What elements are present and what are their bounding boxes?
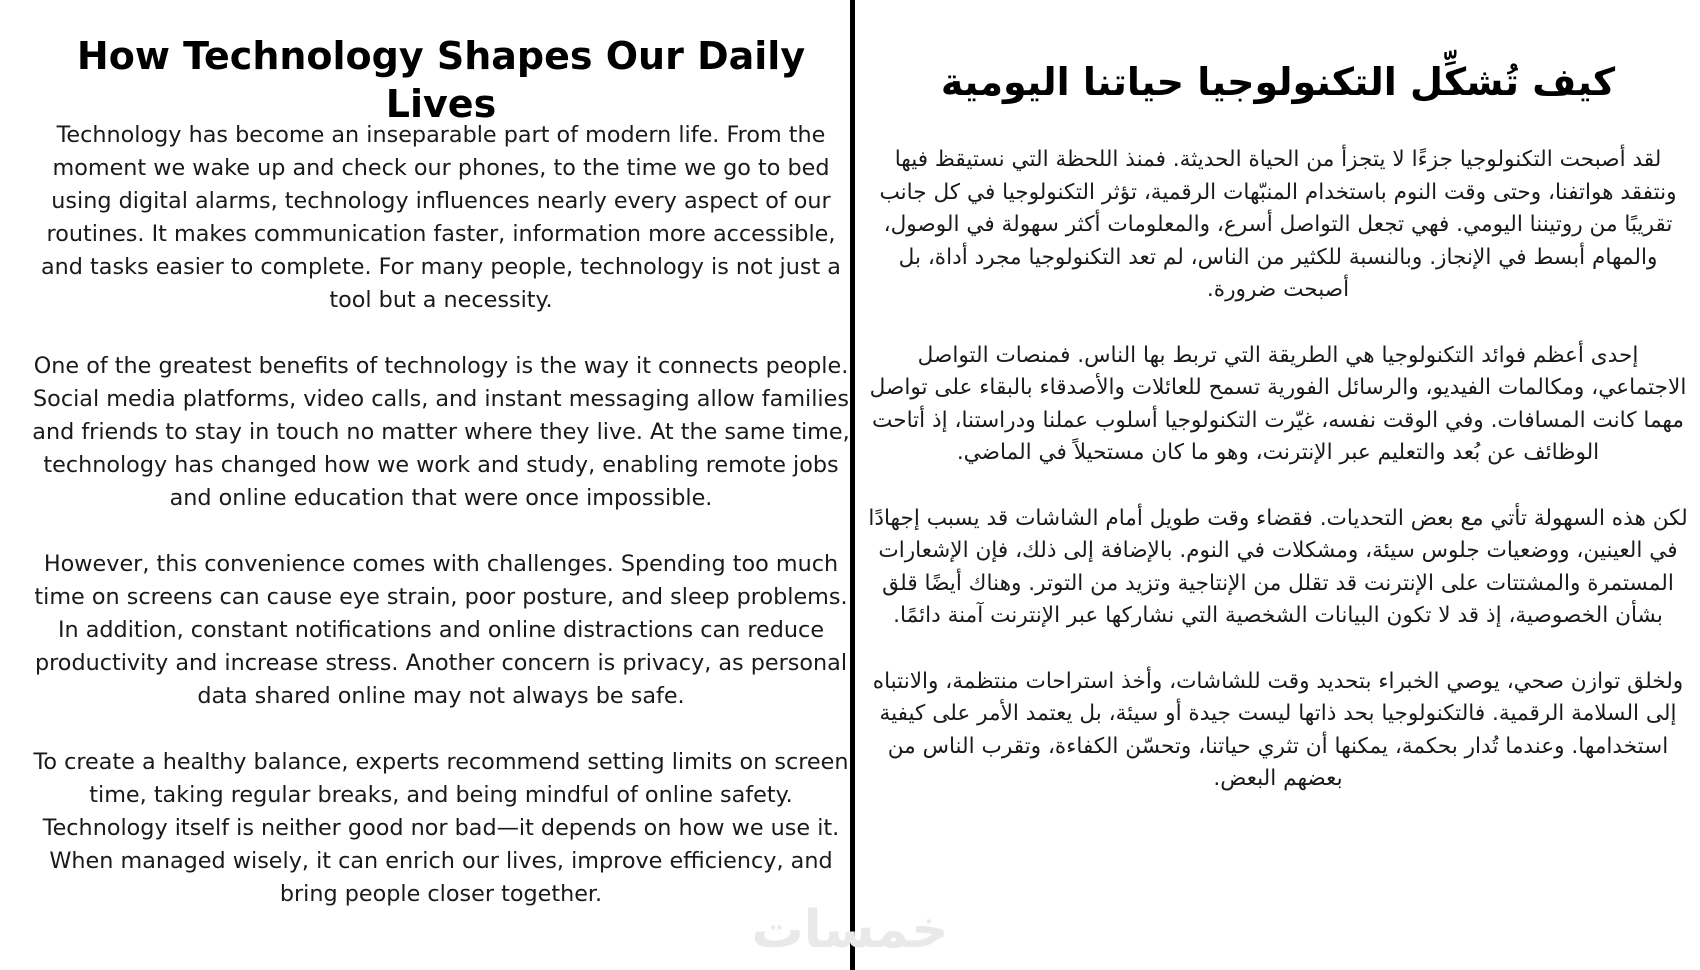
column-divider — [850, 0, 855, 970]
arabic-column — [868, 0, 1688, 970]
arabic-paragraph-2: إحدى أعظم فوائد التكنولوجيا هي الطريقة التي تربط بها الناس. فمنصات التواصل الاجتماعي، ومكالمات الفيديو، والرسائل الفورية تسمح للعائلات والأصدقاء بالبقاء على تواصل مهما كانت المسافات. وفي الوقت نفسه، غيّرت التكنولوجيا أسلوب عملنا ودراستنا، إذ أتاحت الوظائف عن بُعد والتعليم عبر الإنترنت، وهو ما كان مستحيلاً في الماضي. — [869, 342, 1687, 465]
english-title: How Technology Shapes Our Daily Lives — [76, 34, 806, 126]
english-paragraph-2: One of the greatest benefits of technology is the way it connects people. Social media platforms, video calls, and instant messaging allow families and friends to stay in touch no matter where they live. At the same time, technology has changed how we work and study, enabling remote jobs and online education that were once impossible. — [32, 353, 850, 511]
arabic-body — [868, 144, 1688, 796]
arabic-paragraph-3: لكن هذه السهولة تأتي مع بعض التحديات. فقضاء وقت طويل أمام الشاشات قد يسبب إجهادًا في العينين، ووضعيات جلوس سيئة، ومشكلات في النوم. بالإضافة إلى ذلك، فإن الإشعارات المستمرة والمشتتات على الإنترنت قد تقلل من الإنتاجية وتزيد من التوتر. وهناك أيضًا قلق بشأن الخصوصية، إذ قد لا تكون البيانات الشخصية التي نشاركها عبر الإنترنت آمنة دائمًا. — [868, 505, 1688, 628]
arabic-title: كيف تُشكِّل التكنولوجيا حياتنا اليومية — [940, 60, 1616, 104]
english-column — [28, 0, 854, 970]
arabic-paragraph-1: لقد أصبحت التكنولوجيا جزءًا لا يتجزأ من الحياة الحديثة. فمنذ اللحظة التي نستيقظ فيها ونتفقد هواتفنا، وحتى وقت النوم باستخدام المنبّهات الرقمية، تؤثر التكنولوجيا في كل جانب تقريبًا من روتيننا اليومي. فهي تجعل التواصل أسرع، والمعلومات أكثر سهولة في الوصول، والمهام أبسط في الإنجاز. وبالنسبة للكثير من الناس، لم تعد التكنولوجيا مجرد أداة، بل أصبحت ضرورة. — [879, 147, 1677, 302]
watermark-logo: خمسات — [751, 900, 949, 960]
english-paragraph-3: However, this convenience comes with challenges. Spending too much time on screens can cause eye strain, poor posture, and sleep problems. In addition, constant notifications and online distractions can reduce productivity and increase stress. Another concern is privacy, as personal data shared online may not always be safe. — [34, 551, 848, 709]
arabic-paragraph-4: ولخلق توازن صحي، يوصي الخبراء بتحديد وقت للشاشات، وأخذ استراحات منتظمة، والانتباه إلى السلامة الرقمية. فالتكنولوجيا بحد ذاتها ليست جيدة أو سيئة، بل يعتمد الأمر على كيفية استخدامها. وعندما تُدار بحكمة، يمكنها أن تثري حياتنا، وتحسّن الكفاءة، وتقرب الناس من بعضهم البعض. — [872, 668, 1684, 791]
english-paragraph-1: Technology has become an inseparable part of modern life. From the moment we wake up and check our phones, to the time we go to bed using digital alarms, technology influences nearly every aspect of our routines. It makes communication faster, information more accessible, and tasks easier to complete. For many people, technology is not just a tool but a necessity. — [41, 122, 841, 313]
english-paragraph-4: To create a healthy balance, experts recommend setting limits on screen time, taking regular breaks, and being mindful of online safety. Technology itself is neither good nor bad—it depends on how we use it. When managed wisely, it can enrich our lives, improve efficiency, and bring people closer together. — [33, 749, 849, 907]
english-body — [28, 119, 854, 911]
